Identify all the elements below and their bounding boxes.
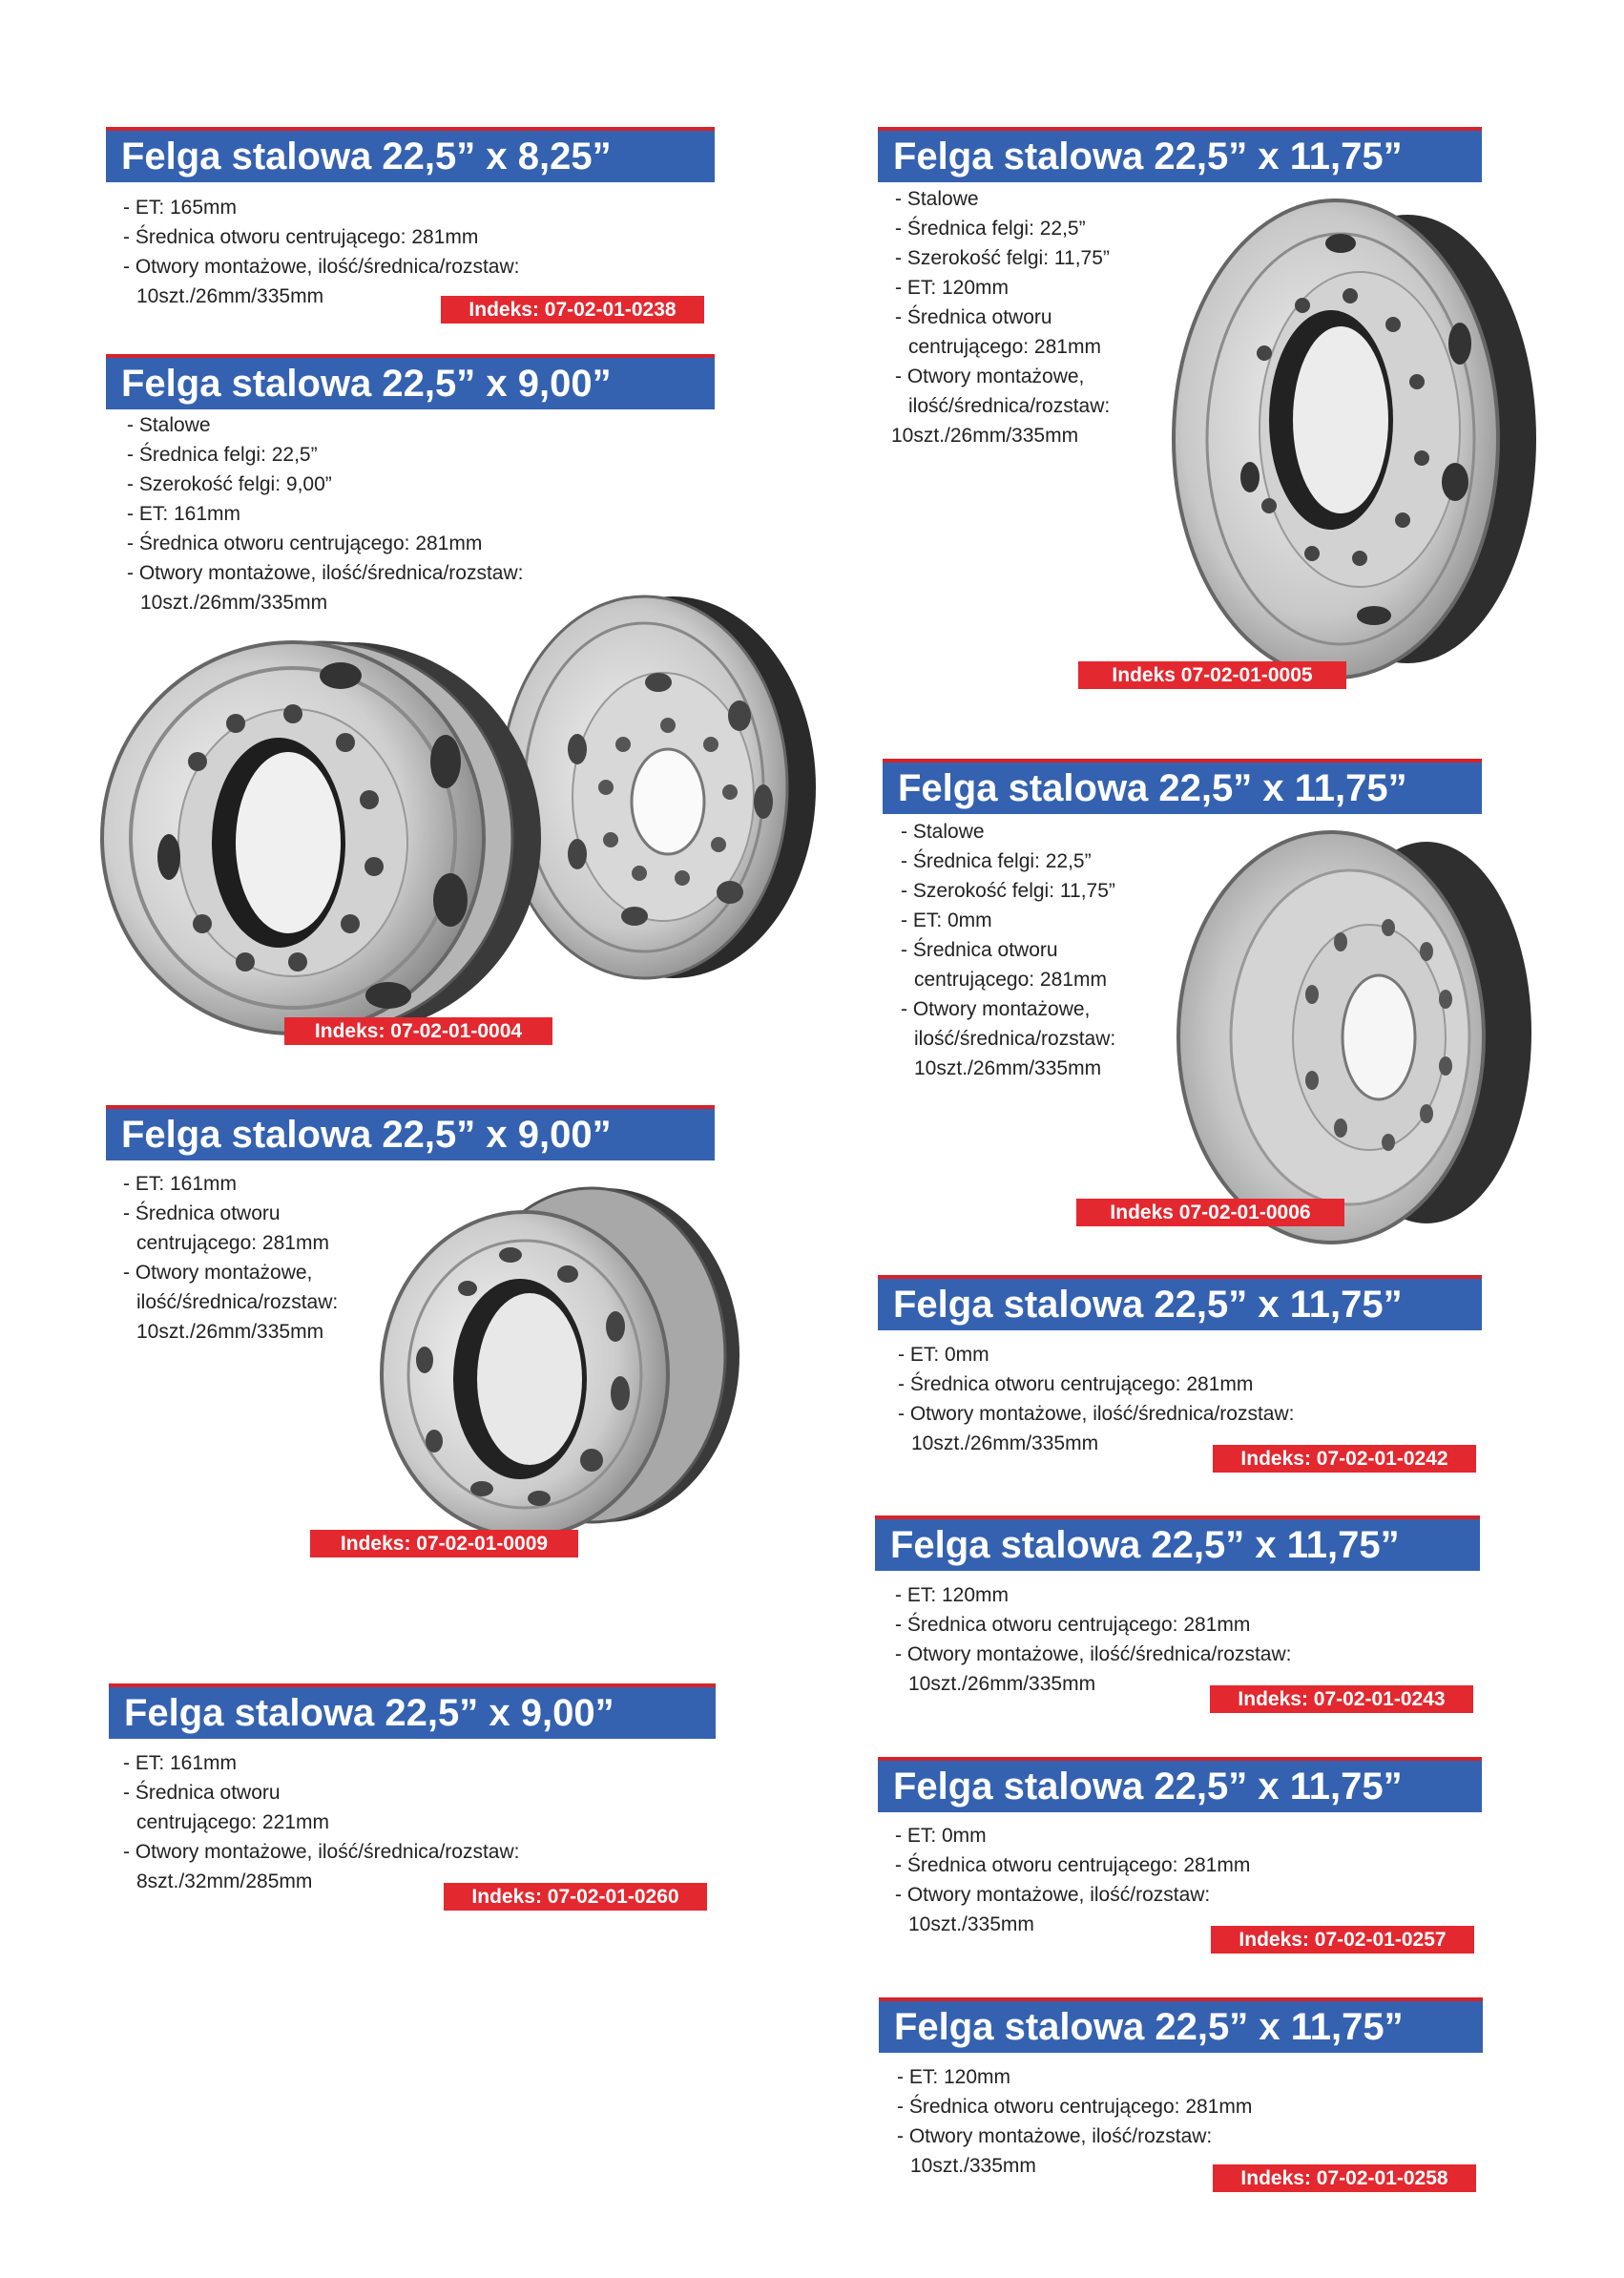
wheel-image: [377, 1183, 744, 1546]
spec-line: 10szt./26mm/335mm: [891, 425, 1079, 447]
product-title: Felga stalowa 22,5” x 8,25”: [106, 127, 715, 182]
spec-line: - Otwory montażowe, ilość/średnica/rozstaw:: [127, 562, 524, 584]
product-title: Felga stalowa 22,5” x 11,75”: [878, 1757, 1482, 1812]
index-badge: Indeks: 07-02-01-0009: [310, 1530, 578, 1557]
product-title: Felga stalowa 22,5” x 11,75”: [883, 759, 1482, 814]
spec-line: - Stalowe: [901, 821, 985, 843]
spec-line: - Otwory montażowe, ilość/średnica/rozstaw:: [123, 256, 520, 278]
product-title: Felga stalowa 22,5” x 11,75”: [878, 127, 1482, 182]
spec-line: 10szt./26mm/335mm: [914, 1057, 1102, 1079]
spec-line: - Średnica otworu centrującego: 281mm: [123, 226, 479, 248]
spec-line: - Średnica otworu: [901, 939, 1058, 961]
product-specs: [891, 184, 1111, 450]
index-badge: Indeks 07-02-01-0005: [1078, 661, 1346, 689]
spec-line: - Szerokość felgi: 11,75”: [901, 880, 1115, 902]
spec-line: - Szerokość felgi: 9,00”: [127, 473, 332, 495]
spec-line: - Średnica otworu: [123, 1782, 281, 1804]
index-badge: Indeks 07-02-01-0006: [1076, 1199, 1344, 1226]
spec-line: - ET: 120mm: [895, 277, 1010, 299]
index-badge: Indeks: 07-02-01-0004: [284, 1017, 552, 1045]
product-title: Felga stalowa 22,5” x 9,00”: [106, 1105, 715, 1160]
spec-line: - Otwory montażowe, ilość/rozstaw:: [895, 1884, 1211, 1906]
index-badge: Indeks: 07-02-01-0243: [1210, 1685, 1473, 1713]
product-specs: [123, 193, 519, 311]
index-badge: Indeks: 07-02-01-0238: [441, 296, 704, 324]
spec-line: 10szt./26mm/335mm: [136, 1321, 324, 1343]
index-badge: Indeks: 07-02-01-0242: [1213, 1445, 1476, 1473]
spec-line: 10szt./335mm: [910, 2155, 1036, 2177]
product-specs: [895, 1821, 1250, 1939]
product-specs: [123, 1169, 338, 1347]
spec-line: - Średnica otworu centrującego: 281mm: [898, 1373, 1254, 1395]
spec-line: 10szt./26mm/335mm: [140, 592, 328, 614]
spec-line: - Otwory montażowe, ilość/rozstaw:: [897, 2125, 1213, 2147]
wheel-image: [1169, 823, 1541, 1243]
index-badge: Indeks: 07-02-01-0257: [1211, 1926, 1474, 1954]
spec-line: 10szt./26mm/335mm: [908, 1673, 1096, 1695]
wheel-image: [1169, 191, 1541, 687]
spec-line: 10szt./26mm/335mm: [911, 1432, 1099, 1454]
spec-line: - ET: 161mm: [123, 1752, 238, 1774]
spec-line: ilość/średnica/rozstaw:: [136, 1291, 339, 1313]
spec-line: - ET: 0mm: [901, 909, 992, 931]
spec-line: - Otwory montażowe,: [895, 366, 1085, 387]
spec-line: - Stalowe: [895, 188, 979, 210]
product-title: Felga stalowa 22,5” x 11,75”: [879, 1997, 1483, 2053]
spec-line: - Stalowe: [127, 414, 211, 436]
spec-line: - Otwory montażowe, ilość/średnica/rozstaw:: [898, 1403, 1295, 1425]
spec-line: 10szt./26mm/335mm: [136, 285, 324, 307]
spec-line: centrującego: 281mm: [908, 336, 1101, 358]
spec-line: ilość/średnica/rozstaw:: [908, 395, 1111, 417]
spec-line: centrującego: 281mm: [136, 1232, 329, 1254]
spec-line: ilość/średnica/rozstaw:: [914, 1028, 1116, 1050]
product-specs: [901, 817, 1115, 1083]
spec-line: - Otwory montażowe,: [123, 1262, 313, 1284]
spec-line: - Średnica otworu centrującego: 281mm: [895, 1614, 1251, 1636]
spec-line: - Średnica otworu: [123, 1202, 281, 1224]
spec-line: 10szt./335mm: [908, 1913, 1034, 1935]
product-specs: [127, 410, 523, 617]
product-title: Felga stalowa 22,5” x 11,75”: [875, 1515, 1480, 1571]
product-specs: [898, 1340, 1294, 1458]
spec-line: - ET: 161mm: [127, 503, 241, 525]
product-specs: [895, 1580, 1291, 1699]
spec-line: - Otwory montażowe, ilość/średnica/rozstaw:: [123, 1841, 520, 1863]
spec-line: - Otwory montażowe,: [901, 998, 1091, 1020]
spec-line: 8szt./32mm/285mm: [136, 1870, 313, 1892]
spec-line: - ET: 161mm: [123, 1173, 238, 1195]
spec-line: - Średnica felgi: 22,5”: [895, 218, 1086, 240]
spec-line: - Średnica otworu centrującego: 281mm: [895, 1854, 1251, 1876]
spec-line: - ET: 120mm: [895, 1584, 1010, 1606]
spec-line: - Średnica felgi: 22,5”: [127, 444, 318, 466]
product-specs: [897, 2062, 1252, 2181]
wheel-image: [93, 637, 551, 1038]
spec-line: - Średnica otworu: [895, 306, 1052, 328]
product-title: Felga stalowa 22,5” x 11,75”: [878, 1275, 1482, 1330]
spec-line: centrującego: 281mm: [914, 969, 1107, 991]
product-specs: [123, 1748, 519, 1896]
spec-line: - Szerokość felgi: 11,75”: [895, 247, 1110, 269]
spec-line: - Otwory montażowe, ilość/średnica/rozstaw:: [895, 1643, 1292, 1665]
spec-line: - ET: 120mm: [897, 2066, 1011, 2088]
spec-line: - ET: 0mm: [898, 1344, 989, 1366]
index-badge: Indeks: 07-02-01-0260: [444, 1883, 707, 1911]
spec-line: - Średnica otworu centrującego: 281mm: [897, 2096, 1253, 2118]
product-title: Felga stalowa 22,5” x 9,00”: [106, 354, 715, 409]
spec-line: - ET: 165mm: [123, 197, 238, 219]
spec-line: - Średnica felgi: 22,5”: [901, 850, 1092, 872]
product-title: Felga stalowa 22,5” x 9,00”: [109, 1683, 716, 1739]
index-badge: Indeks: 07-02-01-0258: [1213, 2164, 1476, 2192]
spec-line: - Średnica otworu centrującego: 281mm: [127, 533, 483, 554]
spec-line: - ET: 0mm: [895, 1825, 987, 1847]
spec-line: centrującego: 221mm: [136, 1811, 329, 1833]
